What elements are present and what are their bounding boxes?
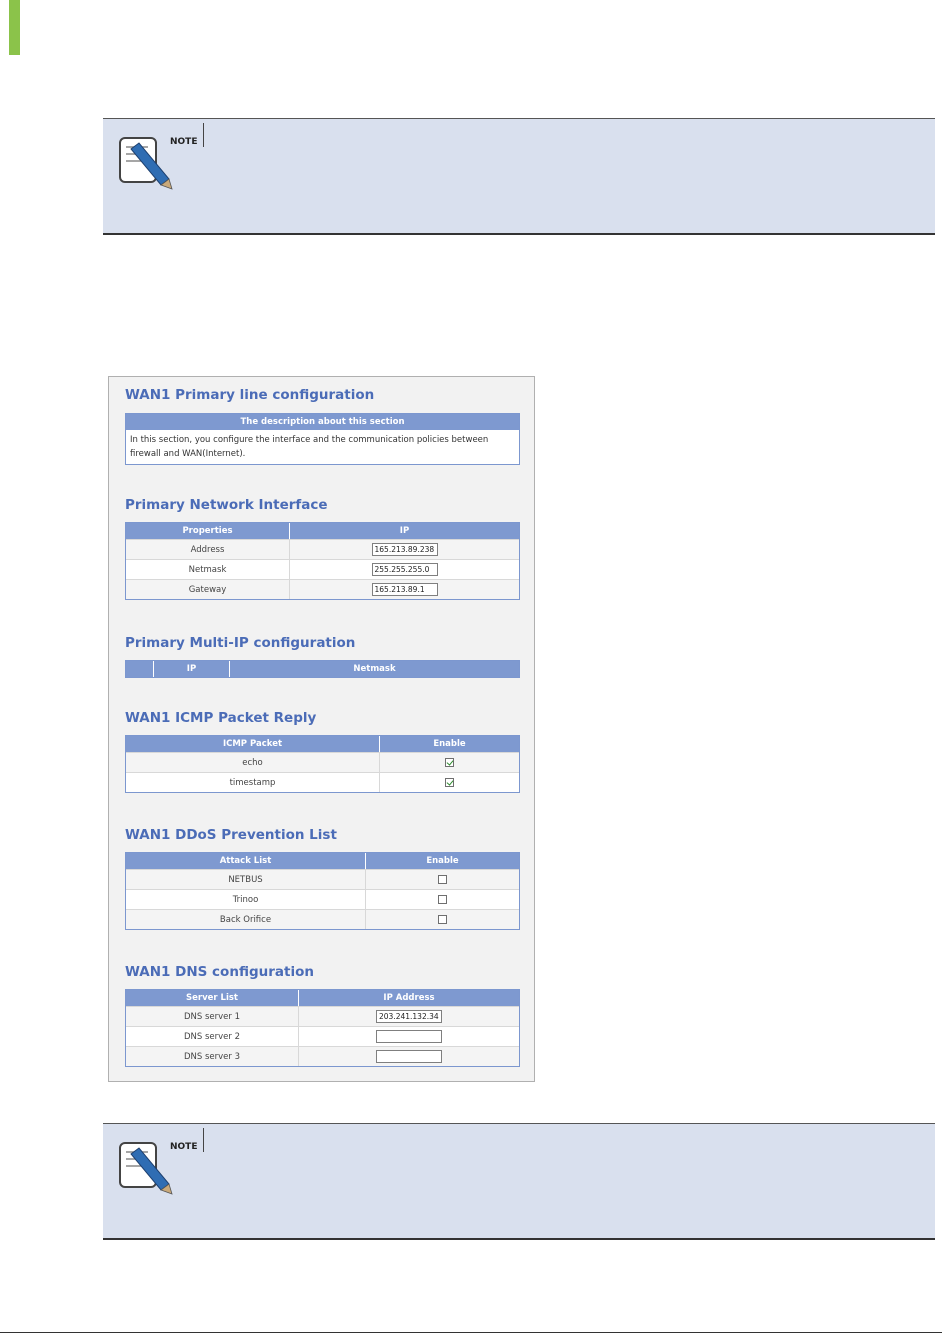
description-header <box>126 414 519 430</box>
row-label: Netmask <box>126 560 290 579</box>
dns-server-2-input[interactable] <box>376 1030 442 1043</box>
column-header-ip-address: IP Address <box>383 993 435 1003</box>
table-row <box>126 869 519 889</box>
wan1-primary-title: WAN1 Primary line configuration <box>125 387 375 403</box>
table-header <box>126 990 519 1006</box>
dns-server-1-input[interactable] <box>376 1010 442 1023</box>
ddos-title: WAN1 DDoS Prevention List <box>125 827 337 843</box>
gateway-input[interactable] <box>372 583 438 596</box>
table-row <box>126 539 519 559</box>
table-row <box>126 559 519 579</box>
note-box-top <box>103 118 935 235</box>
icmp-title: WAN1 ICMP Packet Reply <box>125 710 317 726</box>
network-interface-title: Primary Network Interface <box>125 497 328 513</box>
page-footer-rule <box>0 1332 942 1333</box>
description-text: In this section, you configure the interface and the communication policies between firewall and WAN(Internet). <box>130 435 489 459</box>
column-header-ip: IP <box>154 661 230 677</box>
network-interface-table <box>125 522 520 600</box>
dns-table <box>125 989 520 1067</box>
row-label: Trinoo <box>126 890 366 909</box>
table-row <box>126 579 519 599</box>
dns-server-3-input[interactable] <box>376 1050 442 1063</box>
trinoo-checkbox[interactable] <box>438 895 447 904</box>
table-row <box>126 752 519 772</box>
column-header-icmp-packet: ICMP Packet <box>126 736 380 752</box>
table-row <box>126 1026 519 1046</box>
column-header-attack-list: Attack List <box>126 853 366 869</box>
description-header-label: The description about this section <box>240 417 405 427</box>
back-orifice-checkbox[interactable] <box>438 915 447 924</box>
table-header <box>126 736 519 752</box>
wan-config-panel <box>108 376 535 1082</box>
icmp-table <box>125 735 520 793</box>
chapter-accent-bar <box>9 0 20 55</box>
column-header-server-list: Server List <box>126 990 299 1006</box>
address-input[interactable] <box>372 543 438 556</box>
note-label: NOTE <box>170 137 198 147</box>
column-header-properties: Properties <box>126 523 290 539</box>
note-pencil-icon <box>117 1138 175 1196</box>
column-header-enable: Enable <box>426 856 459 866</box>
table-row <box>126 1006 519 1026</box>
ddos-table <box>125 852 520 930</box>
column-header-netmask: Netmask <box>353 664 396 674</box>
netbus-checkbox[interactable] <box>438 875 447 884</box>
row-label: DNS server 1 <box>126 1007 299 1026</box>
note-box-bottom <box>103 1123 935 1240</box>
row-label: NETBUS <box>126 870 366 889</box>
column-header-select <box>126 661 154 677</box>
table-header <box>126 853 519 869</box>
netmask-input[interactable] <box>372 563 438 576</box>
note-separator <box>203 123 204 147</box>
column-header-ip: IP <box>399 526 410 536</box>
description-table <box>125 413 520 465</box>
dns-title: WAN1 DNS configuration <box>125 964 314 980</box>
table-row <box>126 1046 519 1066</box>
echo-checkbox[interactable] <box>445 758 454 767</box>
column-header-enable: Enable <box>433 739 466 749</box>
row-label: DNS server 2 <box>126 1027 299 1046</box>
row-label: Gateway <box>126 580 290 599</box>
note-label: NOTE <box>170 1142 198 1152</box>
table-header <box>126 523 519 539</box>
table-header <box>126 661 519 677</box>
row-label: Back Orifice <box>126 910 366 929</box>
row-label: DNS server 3 <box>126 1047 299 1066</box>
timestamp-checkbox[interactable] <box>445 778 454 787</box>
row-label: Address <box>126 540 290 559</box>
note-pencil-icon <box>117 133 175 191</box>
row-label: timestamp <box>126 773 380 792</box>
table-row <box>126 909 519 929</box>
table-row <box>126 772 519 792</box>
row-label: echo <box>126 753 380 772</box>
note-separator <box>203 1128 204 1152</box>
multi-ip-table <box>125 660 520 678</box>
multi-ip-title: Primary Multi-IP configuration <box>125 635 356 651</box>
table-row <box>126 889 519 909</box>
